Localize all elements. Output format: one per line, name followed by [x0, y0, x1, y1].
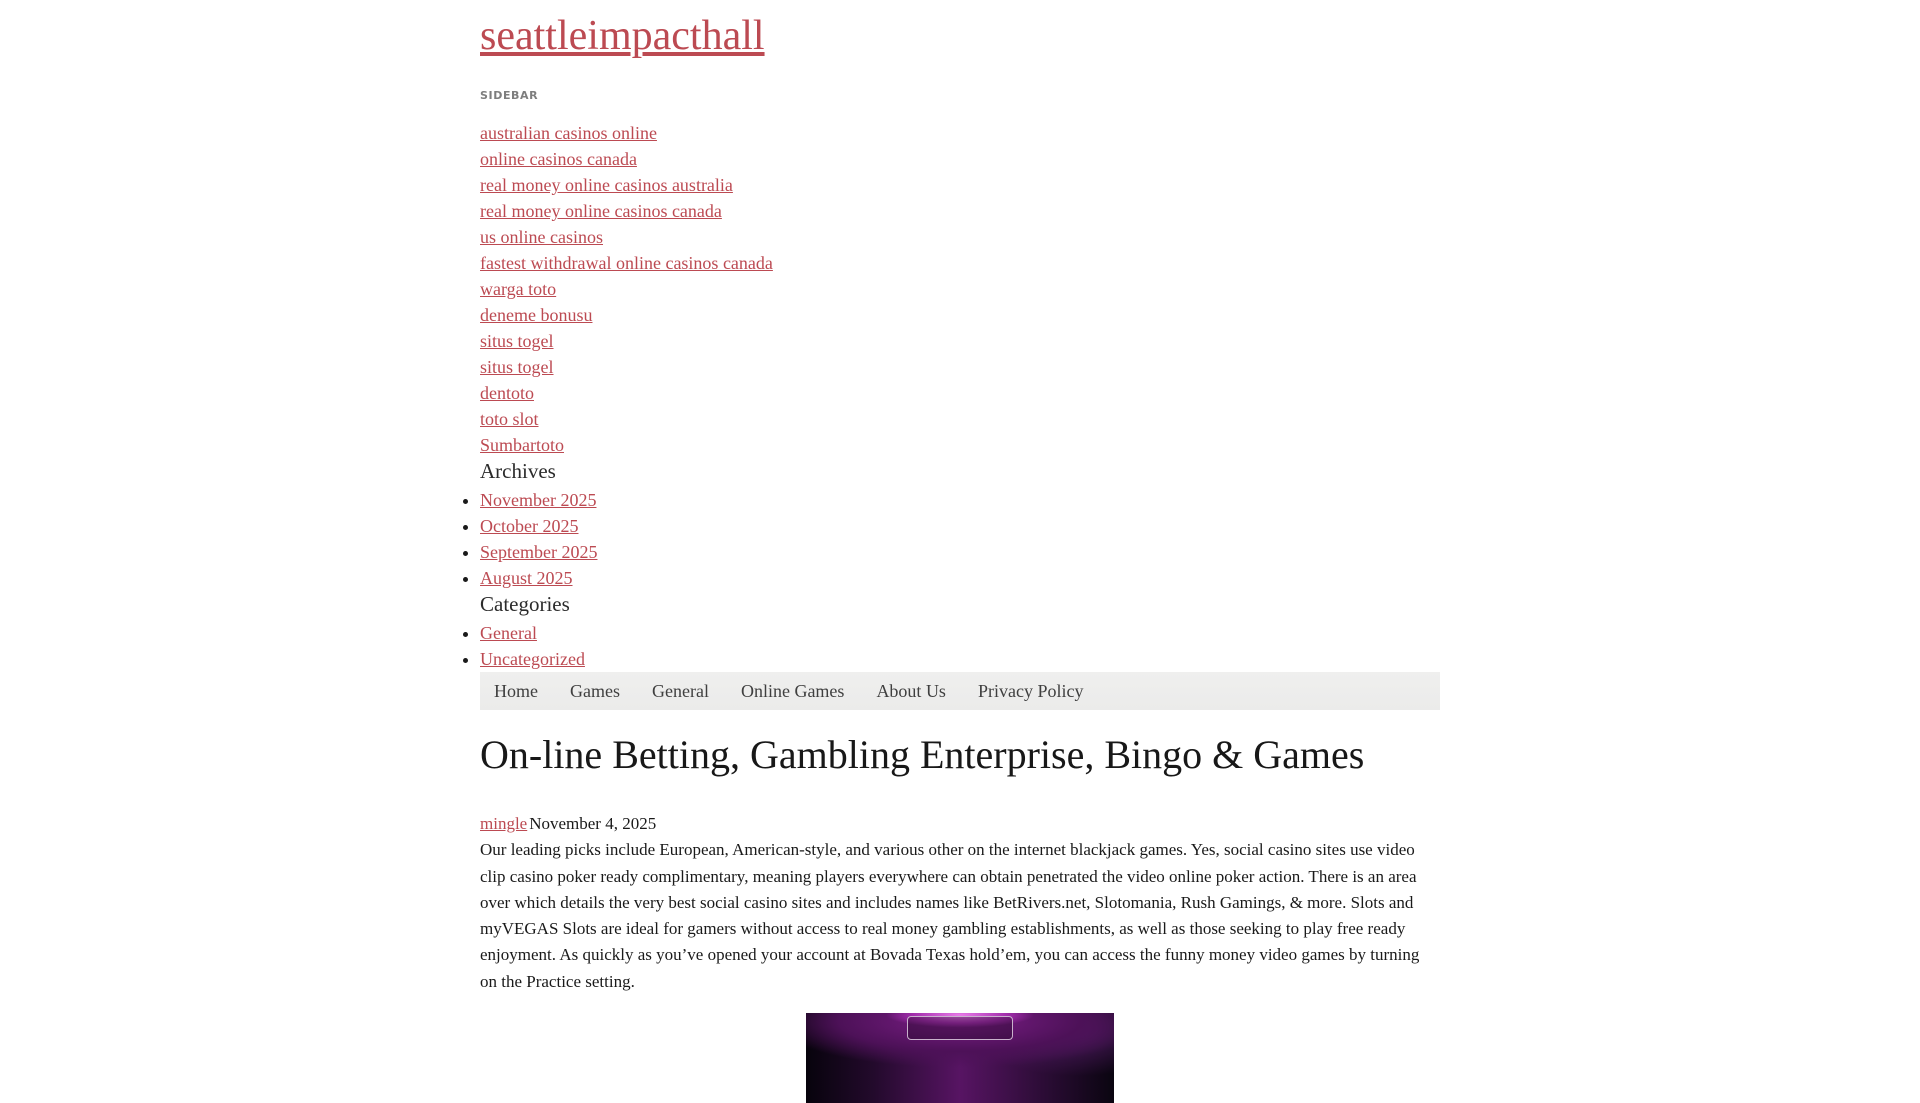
sidebar-link-situs-togel-2[interactable]: situs togel: [480, 357, 554, 378]
sidebar-link-us-online-casinos[interactable]: us online casinos: [480, 227, 603, 248]
archives-list: [480, 487, 1440, 591]
archive-link-august-2025[interactable]: August 2025: [480, 568, 573, 589]
categories-heading: Categories: [480, 592, 570, 617]
sidebar-links: [480, 120, 1440, 458]
category-link-uncategorized[interactable]: Uncategorized: [480, 649, 585, 670]
nav-item-privacy-policy[interactable]: Privacy Policy: [977, 681, 1084, 702]
sidebar-link-sumbartoto[interactable]: Sumbartoto: [480, 435, 564, 456]
nav-item-general[interactable]: General: [651, 681, 709, 702]
post-date: November 4, 2025: [529, 814, 657, 834]
sidebar-link-deneme-bonusu[interactable]: deneme bonusu: [480, 305, 593, 326]
category-item: [480, 620, 1440, 646]
archives-heading: Archives: [480, 459, 556, 484]
post-body-paragraph: Our leading picks include European, American-style, and various other on the internet blackjack games. Yes, social casino sites use video clip casino poker ready complimentary, meaning players everywhere can obtain penetrated the video online poker action. There is an area over which details the very best social casino sites and includes names like BetRivers.net, Slotomania, Rush Gamings, & more. Slots and myVEGAS Slots are ideal for gamers without access to real money gambling establishments, as well as those seeking to play free ready enjoyment. As quickly as you’ve opened your account at Bovada Texas hold’em, you can access the funny money video games by turning on the Practice setting.: [480, 840, 1420, 991]
sidebar-link-dentoto[interactable]: dentoto: [480, 383, 534, 404]
archive-item: [480, 513, 1440, 539]
category-link-general[interactable]: General: [480, 623, 537, 644]
archive-link-september-2025[interactable]: September 2025: [480, 542, 598, 563]
post-featured-image: [806, 1013, 1114, 1103]
categories-list: [480, 620, 1440, 672]
sidebar-link-real-money-online-casinos-canada[interactable]: real money online casinos canada: [480, 201, 722, 222]
nav-item-about-us[interactable]: About Us: [876, 681, 946, 702]
sidebar-link-australian-casinos-online[interactable]: australian casinos online: [480, 123, 657, 144]
main-navigation: [480, 672, 1440, 710]
site-title-link[interactable]: seattleimpacthall: [480, 13, 765, 59]
page-container: [480, 12, 1440, 1103]
sidebar-link-real-money-online-casinos-australia[interactable]: real money online casinos australia: [480, 175, 733, 196]
sidebar-label: SIDEBAR: [480, 89, 539, 103]
archive-item: [480, 487, 1440, 513]
image-frame-outline: [907, 1016, 1013, 1040]
nav-item-home[interactable]: Home: [494, 681, 538, 702]
sidebar-link-toto-slot[interactable]: toto slot: [480, 409, 539, 430]
nav-item-online-games[interactable]: Online Games: [740, 681, 845, 702]
sidebar-link-situs-togel-1[interactable]: situs togel: [480, 331, 554, 352]
post-author-link[interactable]: mingle: [480, 814, 528, 834]
nav-item-games[interactable]: Games: [570, 681, 620, 702]
post-meta: [480, 811, 1440, 837]
post: [480, 732, 1440, 1103]
sidebar-link-warga-toto[interactable]: warga toto: [480, 279, 557, 300]
sidebar-link-fastest-withdrawal-online-casinos-canada[interactable]: fastest withdrawal online casinos canada: [480, 253, 773, 274]
sidebar-link-online-casinos-canada[interactable]: online casinos canada: [480, 149, 637, 170]
category-item: [480, 646, 1440, 672]
post-title: On-line Betting, Gambling Enterprise, Bingo & Games: [480, 732, 1365, 778]
site-title: [480, 12, 1440, 60]
archive-item: [480, 539, 1440, 565]
archive-link-november-2025[interactable]: November 2025: [480, 490, 597, 511]
archive-item: [480, 565, 1440, 591]
archive-link-october-2025[interactable]: October 2025: [480, 516, 579, 537]
